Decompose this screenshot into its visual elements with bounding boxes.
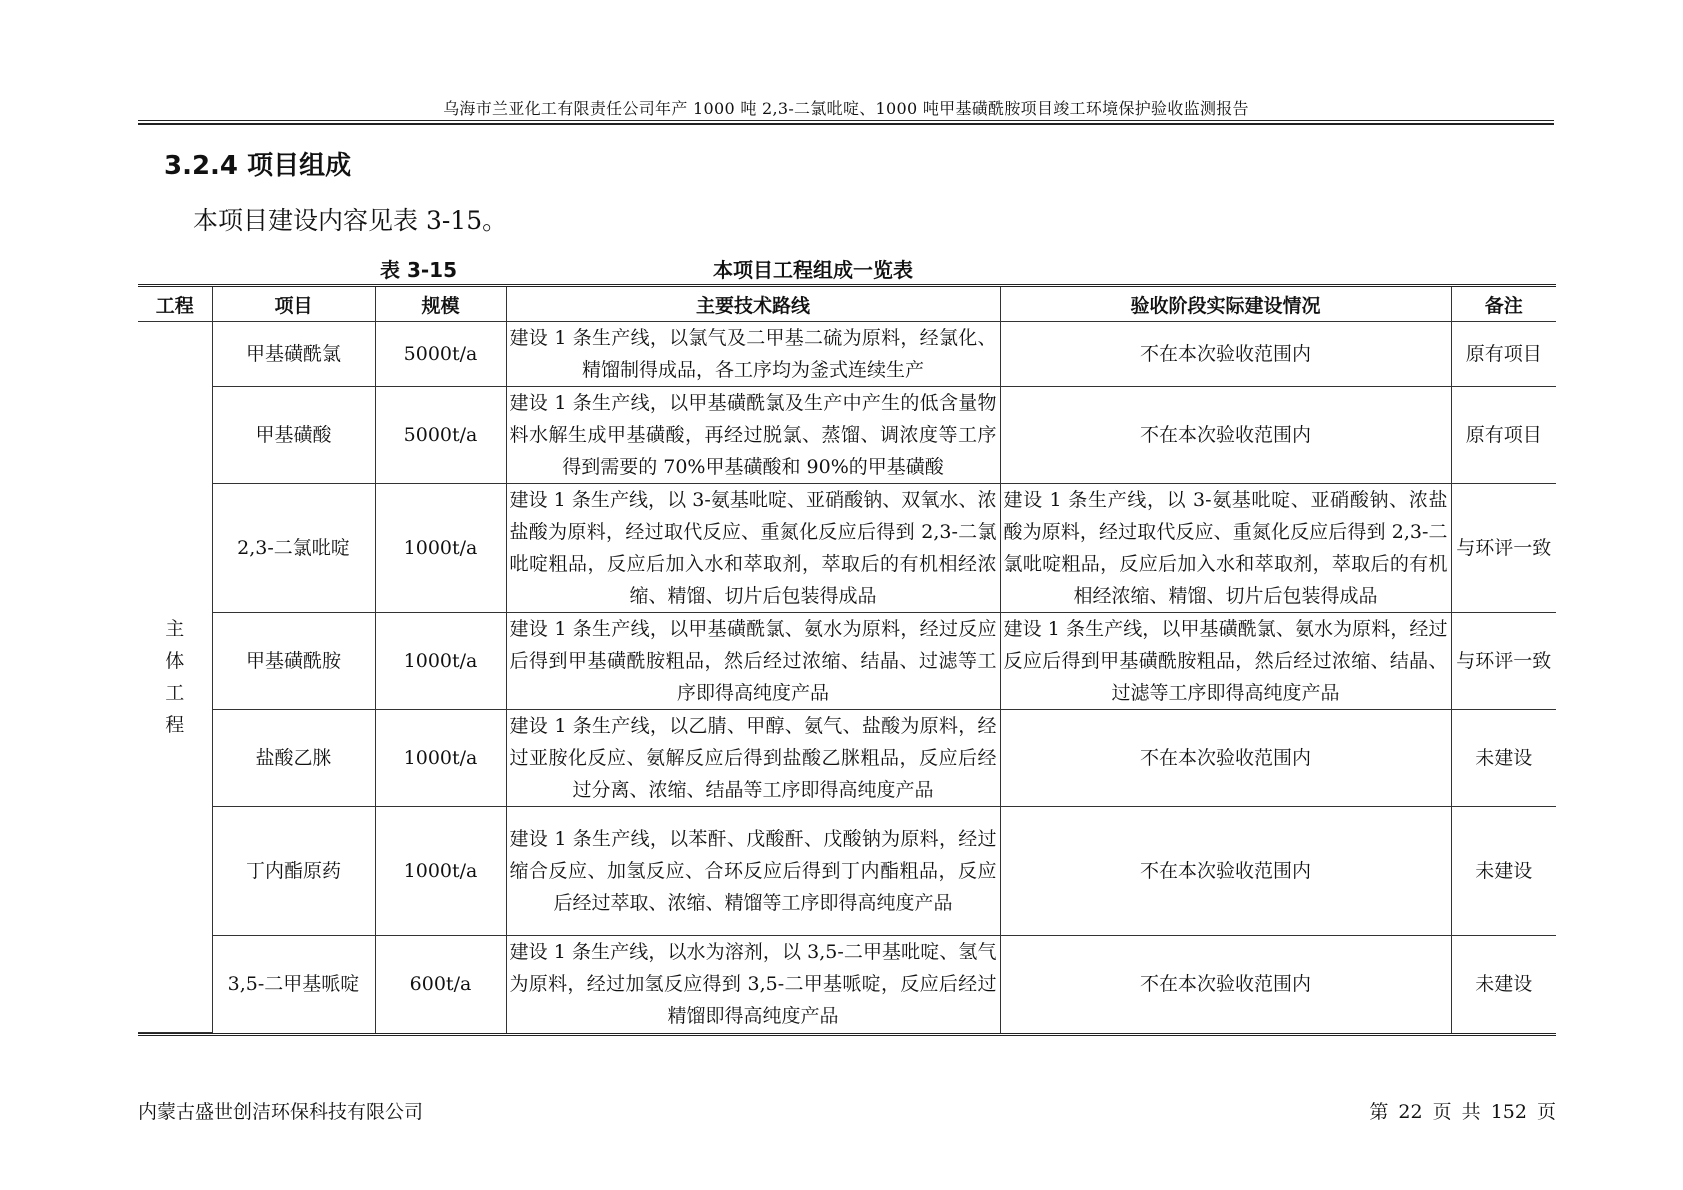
built-cell: 不在本次验收范围内: [1000, 710, 1451, 807]
item-cell: 盐酸乙脒: [212, 710, 375, 807]
column-header-scale: 规模: [375, 287, 506, 322]
table-row: [138, 484, 1556, 613]
note-cell: 未建设: [1451, 936, 1556, 1033]
note-cell: 与环评一致: [1451, 613, 1556, 710]
route-cell: 建设 1 条生产线，以 3-氨基吡啶、亚硝酸钠、双氧水、浓盐酸为原料，经过取代反应、重氮化反应后得到 2,3-二氯吡啶粗品，反应后加入水和萃取剂，萃取后的有机相经浓缩、精馏、切片后包装得成品: [506, 484, 1000, 613]
scale-cell: 5000t/a: [375, 387, 506, 484]
route-cell: 建设 1 条生产线，以苯酐、戊酸酐、戊酸钠为原料，经过缩合反应、加氢反应、合环反应后得到丁内酯粗品，反应后经过萃取、浓缩、精馏等工序即得高纯度产品: [506, 807, 1000, 936]
note-cell: 原有项目: [1451, 387, 1556, 484]
built-cell: 建设 1 条生产线，以甲基磺酰氯、氨水为原料，经过反应后得到甲基磺酰胺粗品，然后经过浓缩、结晶、过滤等工序即得高纯度产品: [1000, 613, 1451, 710]
group-label-char: 体: [165, 650, 185, 672]
footer-page-number: 第 22 页 共 152 页: [1369, 1101, 1556, 1123]
footer-company: 内蒙古盛世创洁环保科技有限公司: [138, 1101, 424, 1123]
table-row: [138, 710, 1556, 807]
built-cell: 不在本次验收范围内: [1000, 807, 1451, 936]
table-caption-title: 本项目工程组成一览表: [713, 258, 913, 282]
column-header-built: 验收阶段实际建设情况: [1000, 287, 1451, 322]
route-cell: 建设 1 条生产线，以水为溶剂，以 3,5-二甲基吡啶、氢气为原料，经过加氢反应得到 3,5-二甲基哌啶，反应后经过精馏即得高纯度产品: [506, 936, 1000, 1033]
built-cell: 不在本次验收范围内: [1000, 936, 1451, 1033]
intro-paragraph: 本项目建设内容见表 3-15。: [193, 206, 508, 235]
table-row: [138, 613, 1556, 710]
item-cell: 3,5-二甲基哌啶: [212, 936, 375, 1033]
note-cell: 未建设: [1451, 807, 1556, 936]
note-cell: 原有项目: [1451, 322, 1556, 387]
column-header-engineering: 工程: [138, 287, 212, 322]
group-label-char: 工: [165, 682, 185, 704]
column-header-note: 备注: [1451, 287, 1556, 322]
column-header-item: 项目: [212, 287, 375, 322]
project-composition-table: [138, 287, 1556, 1033]
table-row: [138, 807, 1556, 936]
route-cell: 建设 1 条生产线，以甲基磺酰氯及生产中产生的低含量物料水解生成甲基磺酸，再经过脱氯、蒸馏、调浓度等工序得到需要的 70%甲基磺酸和 90%的甲基磺酸: [506, 387, 1000, 484]
engineering-group-cell: [138, 322, 212, 1033]
note-cell: 与环评一致: [1451, 484, 1556, 613]
built-cell: 不在本次验收范围内: [1000, 322, 1451, 387]
header-rule: [138, 120, 1554, 121]
route-cell: 建设 1 条生产线，以氯气及二甲基二硫为原料，经氯化、精馏制得成品，各工序均为釜式连续生产: [506, 322, 1000, 387]
section-heading: 3.2.4 项目组成: [164, 151, 352, 181]
table-row: [138, 936, 1556, 1033]
item-cell: 甲基磺酰氯: [212, 322, 375, 387]
table-caption: [138, 254, 1554, 282]
running-header: 乌海市兰亚化工有限责任公司年产 1000 吨 2,3-二氯吡啶、1000 吨甲基磺酰胺项目竣工环境保护验收监测报告: [443, 99, 1249, 118]
route-cell: 建设 1 条生产线，以甲基磺酰氯、氨水为原料，经过反应后得到甲基磺酰胺粗品，然后经过浓缩、结晶、过滤等工序即得高纯度产品: [506, 613, 1000, 710]
table-caption-number: 表 3-15: [380, 258, 458, 282]
table-row: [138, 322, 1556, 387]
table-row: [138, 387, 1556, 484]
project-composition-table-wrapper: [138, 284, 1556, 1036]
built-cell: 不在本次验收范围内: [1000, 387, 1451, 484]
scale-cell: 600t/a: [375, 936, 506, 1033]
item-cell: 甲基磺酰胺: [212, 613, 375, 710]
scale-cell: 1000t/a: [375, 710, 506, 807]
scale-cell: 1000t/a: [375, 613, 506, 710]
route-cell: 建设 1 条生产线，以乙腈、甲醇、氨气、盐酸为原料，经过亚胺化反应、氨解反应后得到盐酸乙脒粗品，反应后经过分离、浓缩、结晶等工序即得高纯度产品: [506, 710, 1000, 807]
table-header-row: [138, 287, 1556, 322]
built-cell: 建设 1 条生产线，以 3-氨基吡啶、亚硝酸钠、浓盐酸为原料，经过取代反应、重氮化反应后得到 2,3-二氯吡啶粗品，反应后加入水和萃取剂，萃取后的有机相经浓缩、精馏、切片后包装得成品: [1000, 484, 1451, 613]
item-cell: 2,3-二氯吡啶: [212, 484, 375, 613]
item-cell: 丁内酯原药: [212, 807, 375, 936]
scale-cell: 5000t/a: [375, 322, 506, 387]
group-label-char: 主: [165, 618, 185, 640]
item-cell: 甲基磺酸: [212, 387, 375, 484]
header-rule-thick: [138, 123, 1554, 125]
group-label-char: 程: [165, 714, 185, 736]
column-header-route: 主要技术路线: [506, 287, 1000, 322]
note-cell: 未建设: [1451, 710, 1556, 807]
scale-cell: 1000t/a: [375, 807, 506, 936]
scale-cell: 1000t/a: [375, 484, 506, 613]
